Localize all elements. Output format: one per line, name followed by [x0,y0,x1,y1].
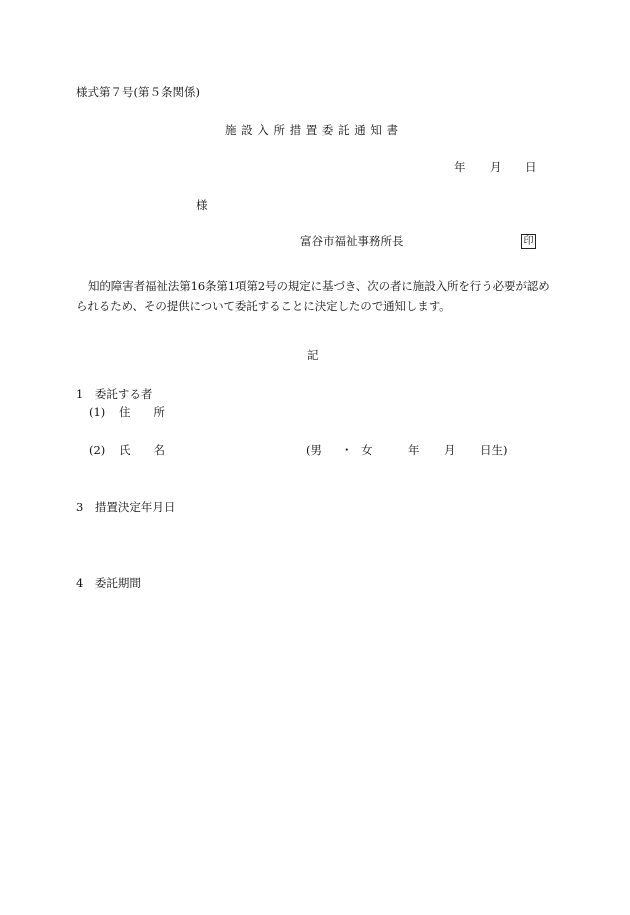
name-label: 氏 名 [119,443,165,457]
date-year: 年 [454,160,466,174]
sex-separator: ・ [341,443,353,457]
notice-body: 知的障害者福祉法第16条第1項第2号の規定に基づき、次の者に施設入所を行う必要が認められるため、その提供について委託することに決定したので通知します。 [76,279,550,313]
document-title: 施 設 入 所 措 置 委 託 通 知 書 [225,123,399,137]
addressee-suffix: 様 [196,198,208,212]
form-number: 様式第７号(第５条関係) [76,85,200,99]
issuer-title: 富谷市福祉事務所長 [300,234,404,248]
ki-heading: 記 [307,348,319,362]
birth-day: 日生) [480,443,508,457]
section-1-label: 1 委託する者 [76,387,153,401]
birth-year: 年 [408,443,420,457]
sex-male: (男 [306,443,322,457]
address-label: 住 所 [119,405,165,419]
name-number: (2) [89,443,106,457]
seal-stamp: 印 [521,234,536,249]
date-day: 日 [525,160,537,174]
birth-month: 月 [444,443,456,457]
section-3-label: 3 措置決定年月日 [76,500,176,514]
date-month: 月 [490,160,502,174]
section-4-label: 4 委託期間 [76,576,141,590]
sex-female: 女 [361,443,373,457]
address-number: (1) [89,405,106,419]
